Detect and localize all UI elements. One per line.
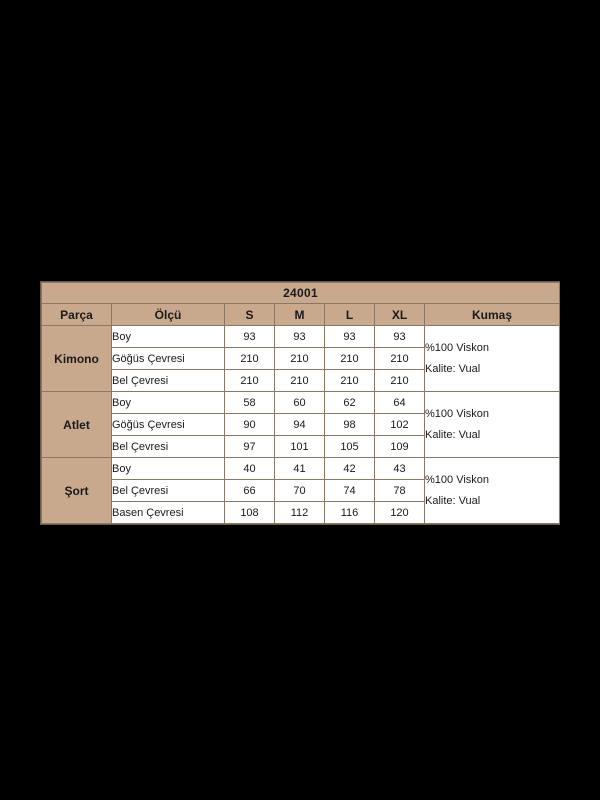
- group-name-sort: Şort: [42, 458, 112, 524]
- product-code: 24001: [42, 283, 560, 304]
- measure-value: 210: [275, 370, 325, 392]
- measure-label: Bel Çevresi: [112, 370, 225, 392]
- measure-value: 210: [375, 370, 425, 392]
- measure-value: 101: [275, 436, 325, 458]
- measure-value: 41: [275, 458, 325, 480]
- fabric-composition: %100 Viskon: [425, 341, 490, 354]
- measure-label: Boy: [112, 392, 225, 414]
- fabric-info-kimono: [425, 326, 560, 392]
- measure-value: 105: [325, 436, 375, 458]
- fabric-info-atlet: [425, 392, 560, 458]
- measure-label: Bel Çevresi: [112, 436, 225, 458]
- measure-value: 97: [225, 436, 275, 458]
- fabric-composition: %100 Viskon: [425, 473, 490, 486]
- header-size-m: M: [275, 304, 325, 326]
- measure-value: 98: [325, 414, 375, 436]
- header-size-l: L: [325, 304, 375, 326]
- measure-value: 116: [325, 502, 375, 524]
- measure-value: 64: [375, 392, 425, 414]
- measure-label: Bel Çevresi: [112, 480, 225, 502]
- fabric-quality: Kalite: Vual: [425, 362, 481, 375]
- table-header-row: [42, 304, 560, 326]
- measure-label: Boy: [112, 458, 225, 480]
- measure-value: 108: [225, 502, 275, 524]
- measure-value: 109: [375, 436, 425, 458]
- measure-value: 58: [225, 392, 275, 414]
- size-chart: [40, 281, 560, 525]
- group-name-atlet: Atlet: [42, 392, 112, 458]
- measure-value: 60: [275, 392, 325, 414]
- size-chart-table: [41, 282, 560, 524]
- measure-value: 74: [325, 480, 375, 502]
- measure-value: 66: [225, 480, 275, 502]
- measure-value: 120: [375, 502, 425, 524]
- measure-value: 210: [325, 370, 375, 392]
- fabric-composition: %100 Viskon: [425, 407, 490, 420]
- measure-label: Göğüs Çevresi: [112, 414, 225, 436]
- measure-value: 94: [275, 414, 325, 436]
- measure-value: 93: [325, 326, 375, 348]
- measure-value: 40: [225, 458, 275, 480]
- measure-value: 93: [275, 326, 325, 348]
- table-row: [42, 392, 560, 414]
- measure-value: 112: [275, 502, 325, 524]
- measure-value: 43: [375, 458, 425, 480]
- group-name-kimono: Kimono: [42, 326, 112, 392]
- header-size-s: S: [225, 304, 275, 326]
- measure-label: Boy: [112, 326, 225, 348]
- measure-value: 42: [325, 458, 375, 480]
- measure-value: 210: [225, 348, 275, 370]
- measure-value: 62: [325, 392, 375, 414]
- table-title-row: [42, 283, 560, 304]
- measure-label: Göğüs Çevresi: [112, 348, 225, 370]
- header-fabric: Kumaş: [425, 304, 560, 326]
- measure-value: 93: [225, 326, 275, 348]
- measure-value: 102: [375, 414, 425, 436]
- fabric-info-sort: [425, 458, 560, 524]
- measure-value: 210: [275, 348, 325, 370]
- measure-value: 70: [275, 480, 325, 502]
- header-size-xl: XL: [375, 304, 425, 326]
- header-part: Parça: [42, 304, 112, 326]
- measure-value: 78: [375, 480, 425, 502]
- measure-value: 210: [225, 370, 275, 392]
- measure-value: 90: [225, 414, 275, 436]
- measure-value: 210: [325, 348, 375, 370]
- measure-label: Basen Çevresi: [112, 502, 225, 524]
- table-row: [42, 458, 560, 480]
- measure-value: 93: [375, 326, 425, 348]
- header-measure: Ölçü: [112, 304, 225, 326]
- measure-value: 210: [375, 348, 425, 370]
- fabric-quality: Kalite: Vual: [425, 428, 481, 441]
- table-row: [42, 326, 560, 348]
- fabric-quality: Kalite: Vual: [425, 494, 481, 507]
